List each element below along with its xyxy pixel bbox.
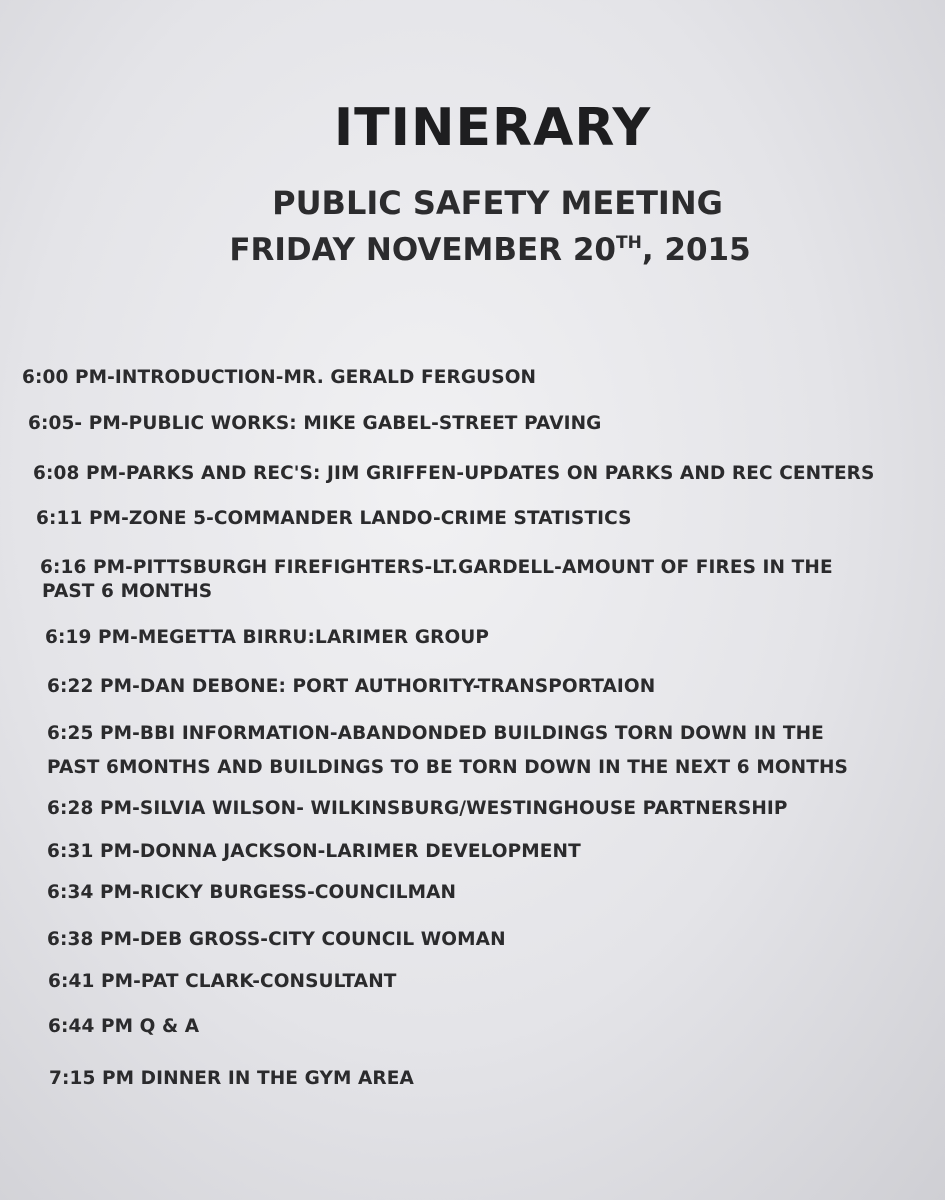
document-title: ITINERARY bbox=[333, 98, 652, 158]
agenda-item: 6:31 PM-DONNA JACKSON-LARIMER DEVELOPMENT bbox=[47, 841, 581, 862]
agenda-item: 6:05- PM-PUBLIC WORKS: MIKE GABEL-STREET PAVING bbox=[28, 413, 602, 434]
agenda-item: 6:38 PM-DEB GROSS-CITY COUNCIL WOMAN bbox=[47, 929, 506, 950]
agenda-item: 6:28 PM-SILVIA WILSON- WILKINSBURG/WESTINGHOUSE PARTNERSHIP bbox=[47, 798, 788, 819]
agenda-item-continuation: PAST 6 MONTHS bbox=[42, 581, 213, 602]
agenda-item: 6:41 PM-PAT CLARK-CONSULTANT bbox=[48, 971, 397, 992]
agenda-item: 6:11 PM-ZONE 5-COMMANDER LANDO-CRIME STATISTICS bbox=[36, 508, 632, 529]
agenda-item: 6:34 PM-RICKY BURGESS-COUNCILMAN bbox=[47, 882, 457, 903]
date-ordinal: TH bbox=[615, 233, 642, 253]
agenda-item: 7:15 PM DINNER IN THE GYM AREA bbox=[49, 1068, 414, 1089]
agenda-item: 6:16 PM-PITTSBURGH FIREFIGHTERS-LT.GARDELL-AMOUNT OF FIRES IN THE bbox=[40, 557, 833, 578]
date-main: FRIDAY NOVEMBER 20 bbox=[229, 232, 616, 268]
agenda-item: 6:22 PM-DAN DEBONE: PORT AUTHORITY-TRANSPORTAION bbox=[47, 676, 656, 697]
date-year: , 2015 bbox=[641, 232, 751, 268]
agenda-item: 6:44 PM Q & A bbox=[48, 1016, 200, 1037]
agenda-item: 6:19 PM-MEGETTA BIRRU:LARIMER GROUP bbox=[45, 627, 490, 648]
agenda-item: 6:08 PM-PARKS AND REC'S: JIM GRIFFEN-UPDATES ON PARKS AND REC CENTERS bbox=[33, 463, 875, 484]
agenda-item-continuation: PAST 6MONTHS AND BUILDINGS TO BE TORN DOWN IN THE NEXT 6 MONTHS bbox=[47, 757, 848, 778]
agenda-item: 6:25 PM-BBI INFORMATION-ABANDONDED BUILDINGS TORN DOWN IN THE bbox=[47, 723, 824, 744]
meeting-name: PUBLIC SAFETY MEETING bbox=[272, 184, 723, 222]
agenda-item: 6:00 PM-INTRODUCTION-MR. GERALD FERGUSON bbox=[22, 367, 537, 388]
